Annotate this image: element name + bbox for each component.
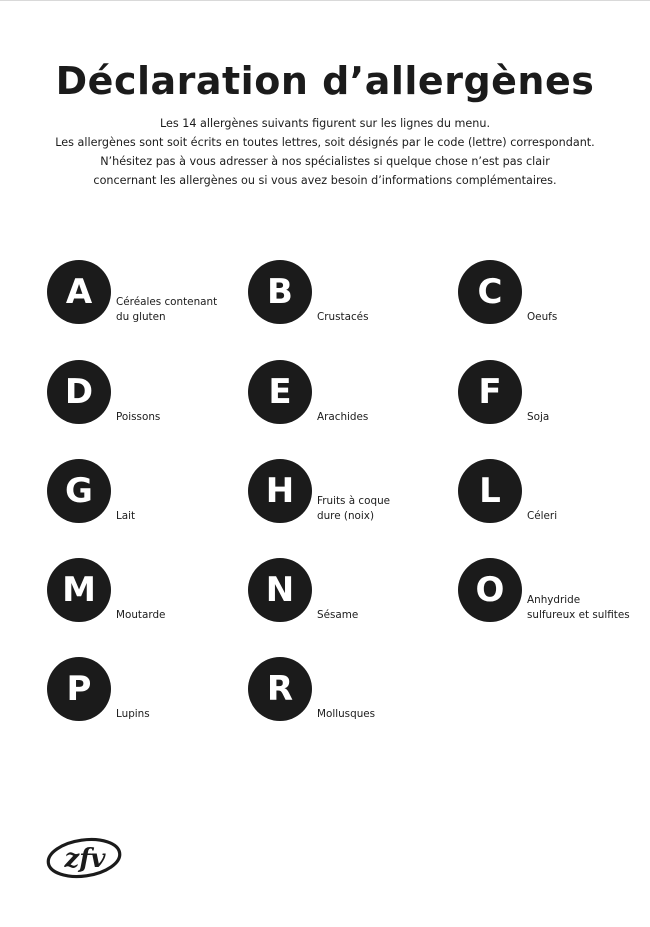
allergen-code-badge: D <box>47 360 111 424</box>
allergen-item-o <box>458 558 650 628</box>
allergen-item-r <box>248 657 448 727</box>
allergen-label-line: Poissons <box>116 411 161 423</box>
allergen-label <box>317 707 442 722</box>
allergen-label <box>116 410 241 425</box>
allergen-label-line: Lupins <box>116 708 150 720</box>
allergen-label-line: Soja <box>527 411 550 423</box>
allergen-label <box>116 509 241 524</box>
allergen-code-badge: M <box>47 558 111 622</box>
allergen-label <box>317 494 442 524</box>
allergen-label-line: sulfureux et sulfites <box>527 609 630 621</box>
allergen-item-l <box>458 459 650 529</box>
allergen-code-badge: L <box>458 459 522 523</box>
intro-line: Les allergènes sont soit écrits en toutes lettres, soit désignés par le code (lettre) correspondant. <box>55 136 595 149</box>
allergen-label-line: Moutarde <box>116 609 166 621</box>
allergen-label-line: Arachides <box>317 411 369 423</box>
allergen-label <box>527 310 650 325</box>
allergen-label <box>116 295 241 325</box>
allergen-item-f <box>458 360 650 430</box>
allergen-item-g <box>47 459 247 529</box>
intro-line: Les 14 allergènes suivants figurent sur les lignes du menu. <box>159 117 491 130</box>
allergen-item-a <box>47 260 247 330</box>
allergen-code-badge: H <box>248 459 312 523</box>
allergen-label <box>116 608 241 623</box>
allergen-label-line: Céréales contenant <box>116 296 218 308</box>
allergen-label-line: Fruits à coque <box>317 495 391 507</box>
allergen-code-badge: C <box>458 260 522 324</box>
allergen-code-badge: N <box>248 558 312 622</box>
allergen-label-line: Sésame <box>317 609 359 621</box>
allergen-label <box>317 410 442 425</box>
allergen-label-line: Lait <box>116 510 136 522</box>
allergen-label <box>527 410 650 425</box>
allergen-label-line: Oeufs <box>527 311 558 323</box>
zfv-logo <box>44 830 124 886</box>
allergen-item-p <box>47 657 247 727</box>
allergen-code-badge: G <box>47 459 111 523</box>
allergen-label-line: Céleri <box>527 510 558 522</box>
allergen-code-badge: E <box>248 360 312 424</box>
allergen-item-m <box>47 558 247 628</box>
allergen-code-badge: F <box>458 360 522 424</box>
intro-line: concernant les allergènes ou si vous avez besoin d’informations complémentaires. <box>93 174 557 187</box>
allergen-label-line: Mollusques <box>317 708 376 720</box>
allergen-code-badge: O <box>458 558 522 622</box>
allergen-item-d <box>47 360 247 430</box>
allergen-code-badge: R <box>248 657 312 721</box>
intro-line: N’hésitez pas à vous adresser à nos spécialistes si quelque chose n’est pas clair <box>100 155 550 168</box>
allergen-label <box>317 608 442 623</box>
allergen-item-c <box>458 260 650 330</box>
allergen-label-line: du gluten <box>116 311 166 323</box>
allergen-item-h <box>248 459 448 529</box>
allergen-label <box>317 310 442 325</box>
allergen-label <box>527 509 650 524</box>
allergen-label <box>527 593 650 623</box>
logo-lettering: zfv <box>64 844 106 874</box>
allergen-item-b <box>248 260 448 330</box>
allergen-code-badge: A <box>47 260 111 324</box>
allergen-label-line: Crustacés <box>317 311 369 323</box>
page-title: Déclaration d’allergènes <box>55 59 595 103</box>
allergen-label <box>116 707 241 722</box>
allergen-label-line: dure (noix) <box>317 510 375 522</box>
allergen-item-e <box>248 360 448 430</box>
allergen-code-badge: B <box>248 260 312 324</box>
allergen-code-badge: P <box>47 657 111 721</box>
allergen-item-n <box>248 558 448 628</box>
allergen-label-line: Anhydride <box>527 594 581 606</box>
intro-paragraph <box>0 114 650 190</box>
top-divider <box>0 0 650 1</box>
